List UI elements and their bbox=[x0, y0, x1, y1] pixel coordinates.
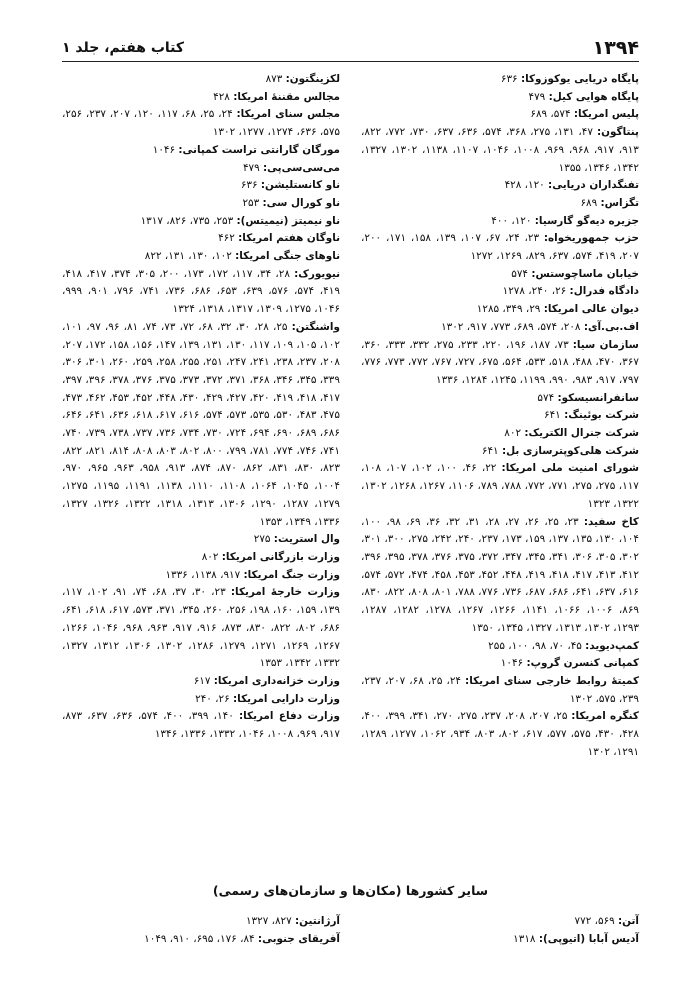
index-term: دیوان عالی امریکا: bbox=[543, 303, 639, 316]
index-term: خیابان ماساچوستس: bbox=[531, 267, 639, 280]
index-term: کمیتهٔ روابط خارجی سنای امریکا: bbox=[465, 674, 639, 687]
index-term: شرکت بوئینگ: bbox=[564, 409, 639, 422]
index-term: مجلس سنای امریکا: bbox=[236, 108, 340, 121]
index-entry bbox=[361, 230, 639, 265]
index-term: آرژانتین: bbox=[295, 915, 340, 927]
index-page-refs: ۲۳، ۲۵، ۲۶، ۲۷، ۲۸، ۳۱، ۳۲، ۳۶، ۶۹، ۹۸، ۱۰۰، ۱۰۴، ۱۳۰، ۱۳۵، ۱۳۷، ۱۵۹، ۱۷۳، ۲۳۷، ۲۴۰، ۲۴۲، ۲۷۵، ۳۰۰، ۳۰۱، ۳۰۲، ۳۰۵، ۳۰۶، ۳۴۱، ۳۴۵، ۳۴۷، ۳۷۲، ۳۷۵، ۳۷۶، ۳۷۸، ۳۹۵، ۳۹۶، ۴۱۲، ۴۱۳، ۴۱۷، ۴۱۸، ۴۱۹، ۴۴۸، ۴۵۲، ۴۵۳، ۴۵۸، ۴۷۴، ۵۷۲، ۵۷۴، ۶۱۶، ۶۳۷، ۶۴۱، ۶۸۶، ۶۸۷، ۷۳۶، ۷۷۶، ۷۸۸، ۸۰۱، ۸۰۸، ۸۲۲، ۸۳۰، ۸۶۹، ۱۰۰۶، ۱۰۶۶، ۱۱۴۱، ۱۲۶۶، ۱۲۶۷، ۱۲۷۸، ۱۲۸۲، ۱۲۸۷، ۱۲۹۳، ۱۳۰۲، ۱۳۱۳، ۱۳۲۷، ۱۳۴۵، ۱۳۵۰ bbox=[361, 515, 639, 634]
index-term: شرکت جنرال الکتریک: bbox=[524, 427, 639, 440]
index-entry bbox=[361, 337, 639, 390]
index-entry bbox=[361, 460, 639, 513]
index-page-refs: ۲۲، ۴۶، ۱۰۰، ۱۰۲، ۱۰۷، ۱۰۸، ۱۱۷، ۲۷۵، ۲۷۵، ۷۷۱، ۷۷۲، ۷۸۸، ۷۸۹، ۱۱۰۶، ۱۲۶۷، ۱۲۶۸، ۱۳۰۲، ۱۳۲۲، ۱۳۲۳ bbox=[361, 462, 639, 510]
index-entry bbox=[361, 266, 639, 284]
index-term: کنگره امریکا: bbox=[571, 710, 639, 723]
index-entry bbox=[62, 708, 340, 743]
page-header bbox=[62, 33, 639, 62]
index-page-refs: ۲۵۳، ۷۳۵، ۸۲۶، ۱۳۱۷ bbox=[140, 214, 234, 227]
index-page-refs: ۵۷۴ bbox=[537, 391, 555, 404]
index-page-refs: ۴۶۲ bbox=[218, 232, 235, 245]
index-page-refs: ۲۳، ۲۴، ۶۷، ۱۰۷، ۱۳۹، ۱۵۸، ۱۷۱، ۲۰۰، ۲۰۷، ۴۱۹، ۵۷۴، ۶۳۷، ۸۲۹، ۱۲۶۹، ۱۲۷۲ bbox=[361, 232, 639, 263]
index-page-refs: ۱۰۲، ۱۳۰، ۱۳۱، ۸۲۲ bbox=[144, 250, 232, 263]
index-page-refs: ۲۵، ۲۰۷، ۲۰۸، ۲۳۷، ۲۷۵، ۲۷۰، ۳۴۱، ۳۹۹، ۴۰۰، ۴۲۸، ۴۳۰، ۵۷۵، ۵۷۷، ۶۱۷، ۸۰۲، ۸۰۳، ۹۳۴، ۱۰۶۲، ۱۲۷۷، ۱۲۸۹، ۱۲۹۱، ۱۳۰۲ bbox=[361, 710, 639, 758]
index-term: ناو کورال سی: bbox=[262, 196, 340, 209]
index-term: دادگاه فدرال: bbox=[569, 285, 639, 298]
index-page-refs: ۵۷۴، ۶۸۹ bbox=[530, 108, 571, 121]
index-page-refs: ۱۲۰، ۴۲۸ bbox=[504, 179, 545, 192]
index-term: ناو کانستلیشن: bbox=[260, 179, 340, 192]
index-entry bbox=[62, 142, 340, 160]
index-columns bbox=[62, 71, 639, 831]
index-entry bbox=[361, 913, 639, 931]
index-page-refs: ۷۳، ۱۸۷، ۱۹۶، ۲۲۰، ۲۳۳، ۲۷۵، ۳۳۲، ۳۳۳، ۳۶۰، ۳۶۷، ۴۷۰، ۴۸۸، ۵۱۸، ۵۳۳، ۵۶۴، ۶۷۵، ۷۲۷، ۷۶۷، ۷۷۲، ۷۷۳، ۷۷۶، ۷۹۷، ۹۱۷، ۹۸۳، ۹۹۰، ۱۱۹۹، ۱۲۴۵، ۱۲۸۴، ۱۳۳۶ bbox=[361, 338, 639, 386]
index-term: کمپانی کنسرن گروپ: bbox=[526, 657, 639, 670]
index-term: واشنگتن: bbox=[291, 320, 340, 333]
index-page-refs: ۲۴، ۲۵، ۶۸، ۱۱۷، ۱۲۰، ۲۰۷، ۲۳۷، ۲۵۶، ۵۷۵، ۶۳۶، ۱۲۷۴، ۱۲۷۷، ۱۳۰۲ bbox=[62, 108, 340, 139]
index-page-refs: ۸۰۲ bbox=[201, 550, 219, 563]
index-page-refs: ۶۳۶ bbox=[240, 179, 258, 192]
index-page-refs: ۲۴، ۲۵، ۶۸، ۲۰۷، ۲۳۷، ۲۳۹، ۵۷۵، ۱۳۰۲ bbox=[361, 674, 639, 705]
index-term: وزارت خزانه‌داری امریکا: bbox=[213, 674, 340, 687]
index-term: وزارت بازرگانی امریکا: bbox=[221, 550, 340, 563]
index-page-refs: ۴۲۸ bbox=[213, 90, 230, 103]
index-term: وزارت دفاع امریکا: bbox=[238, 710, 340, 723]
index-page-refs: ۲۸، ۳۴، ۱۱۷، ۱۷۲، ۱۷۳، ۲۰۰، ۳۰۵، ۳۷۴، ۴۱۷، ۴۱۸، ۴۱۹، ۵۷۴، ۵۷۶، ۶۳۹، ۶۵۳، ۶۸۶، ۷۳۶، ۷۴۱، ۷۹۶، ۹۰۱، ۹۹۹، ۱۰۴۶، ۱۲۷۵، ۱۳۰۹، ۱۳۱۷، ۱۳۱۸، ۱۳۲۴ bbox=[62, 267, 340, 316]
index-term: می‌سی‌سی‌پی: bbox=[263, 161, 340, 174]
index-term: حزب جمهوریخواه: bbox=[543, 232, 639, 245]
index-entry bbox=[361, 708, 639, 761]
index-entry bbox=[361, 407, 639, 425]
index-page-refs: ۲۹، ۳۴۹، ۱۲۸۵ bbox=[476, 303, 541, 316]
index-term: مجالس مقننهٔ امریکا: bbox=[233, 90, 340, 103]
index-term: وزارت دارایی امریکا: bbox=[233, 692, 340, 705]
index-page-refs: ۴۷، ۱۳۱، ۲۷۵، ۳۶۸، ۵۷۴، ۶۳۶، ۶۳۷، ۷۳۰، ۷۷۲، ۸۲۲، ۹۱۳، ۹۱۷، ۹۶۸، ۹۶۹، ۱۰۰۸، ۱۰۴۶، ۱۱۰۷، ۱۱۳۸، ۱۳۰۲، ۱۳۲۷، ۱۳۴۲، ۱۳۴۶، ۱۳۵۵ bbox=[361, 126, 639, 174]
index-page-refs: ۵۶۹، ۷۷۲ bbox=[574, 915, 615, 927]
index-page-refs: ۱۰۴۶ bbox=[500, 657, 524, 670]
index-entry bbox=[62, 160, 340, 178]
index-term: تگزاس: bbox=[600, 196, 639, 209]
index-page-refs: ۸۷۳ bbox=[265, 73, 283, 85]
index-page-refs: ۴۷۹ bbox=[242, 161, 260, 174]
index-entry bbox=[361, 177, 639, 195]
index-page-refs: ۲۰۸، ۵۷۴، ۶۸۹، ۷۷۳، ۹۱۷، ۱۳۰۲ bbox=[441, 320, 581, 333]
other-section-column-right bbox=[361, 913, 639, 948]
index-term: سانفرانسیسکو: bbox=[557, 391, 639, 404]
index-page-refs: ۵۷۴ bbox=[511, 267, 528, 280]
index-term: لکزینگتون: bbox=[285, 73, 340, 85]
index-term: نیویورک: bbox=[294, 267, 340, 280]
index-page-refs: ۴۵، ۷۰، ۹۸، ۱۰۰، ۲۵۵ bbox=[488, 639, 582, 652]
index-term: ناو نیمیتز (نیمیتس): bbox=[236, 214, 340, 227]
index-page-refs: ۸۴، ۱۷۶، ۶۹۵، ۹۱۰، ۱۰۴۹ bbox=[144, 932, 255, 945]
running-title: کتاب هفتم، جلد ۱ bbox=[62, 40, 185, 56]
index-entry bbox=[361, 655, 639, 673]
index-entry bbox=[62, 213, 340, 231]
index-entry bbox=[361, 638, 639, 656]
index-page-refs: ۲۵، ۲۸، ۳۰، ۳۲، ۶۸، ۷۲، ۷۳، ۷۴، ۸۱، ۹۶، ۹۷، ۱۰۱، ۱۰۲، ۱۰۵، ۱۰۹، ۱۱۷، ۱۳۰، ۱۳۱، ۱۳۹، ۱۴۷، ۱۵۶، ۱۵۸، ۱۷۲، ۲۰۷، ۲۰۸، ۲۳۷، ۲۳۸، ۲۴۱، ۲۴۷، ۲۵۱، ۲۵۵، ۲۵۸، ۲۵۹، ۲۶۰، ۳۰۱، ۳۰۶، ۳۳۹، ۳۴۵، ۳۴۶، ۳۶۸، ۳۷۱، ۳۷۲، ۳۷۳، ۳۷۵، ۳۷۶، ۳۷۸، ۳۹۶، ۳۹۷، ۴۱۷، ۴۱۸، ۴۱۹، ۴۲۰، ۴۲۷، ۴۲۹، ۴۳۰، ۴۴۸، ۴۵۲، ۴۵۳، ۴۶۲، ۴۷۳، ۴۷۵، ۴۸۳، ۵۳۰، ۵۳۵، ۵۷۳، ۵۷۴، ۶۱۶، ۶۱۷، ۶۱۸، ۶۳۶، ۶۴۱، ۶۴۶، ۶۸۶، ۶۸۹، ۶۹۰، ۶۹۴، ۷۲۴، ۷۳۰، ۷۳۴، ۷۳۶، ۷۳۷، ۷۳۸، ۷۳۹، ۷۴۰، ۷۴۱، ۷۴۶، ۷۷۴، ۷۸۱، ۷۹۹، ۸۰۰، ۸۰۲، ۸۰۳، ۸۰۸، ۸۱۴، ۸۲۱، ۸۲۲، ۸۲۳، ۸۳۰، ۸۳۱، ۸۶۲، ۸۷۰، ۸۷۴، ۹۱۳، ۹۵۸، ۹۶۳، ۹۶۵، ۹۷۰، ۱۰۰۴، ۱۰۴۵، ۱۰۶۴، ۱۱۰۸، ۱۱۱۰، ۱۱۳۸، ۱۱۹۱، ۱۱۹۵، ۱۲۷۵، ۱۲۷۹، ۱۲۸۷، ۱۲۹۰، ۱۳۰۶، ۱۳۱۳، ۱۳۱۸، ۱۳۲۲، ۱۳۲۶، ۱۳۲۷، ۱۳۳۶، ۱۳۴۹، ۱۳۵۳ bbox=[62, 320, 340, 528]
index-page-refs: ۲۶، ۲۴۰، ۱۲۷۸ bbox=[502, 285, 567, 298]
index-entry bbox=[62, 913, 340, 931]
index-entry bbox=[62, 584, 340, 673]
index-term: سازمان سیا: bbox=[572, 338, 639, 351]
index-entry bbox=[62, 248, 340, 266]
index-entry bbox=[361, 213, 639, 231]
index-entry bbox=[361, 89, 639, 107]
index-page-refs: ۶۴۱ bbox=[544, 409, 561, 422]
index-page-refs: ۶۴۱ bbox=[481, 444, 499, 457]
index-page-refs: ۱۳۱۸ bbox=[513, 932, 536, 945]
index-term: کاخ سفید: bbox=[583, 515, 639, 528]
index-entry bbox=[361, 673, 639, 708]
index-entry bbox=[62, 177, 340, 195]
index-entry bbox=[62, 319, 340, 531]
index-entry bbox=[62, 230, 340, 248]
index-term: ناوگان هفتم امریکا: bbox=[238, 232, 340, 245]
index-page-refs: ۸۰۲ bbox=[504, 427, 522, 440]
index-entry bbox=[361, 301, 639, 319]
index-entry bbox=[62, 71, 340, 89]
index-term: پنتاگون: bbox=[597, 126, 639, 139]
section-title: سایر کشورها (مکان‌ها و سازمان‌های رسمی) bbox=[212, 883, 489, 898]
index-entry bbox=[62, 691, 340, 709]
index-page-refs: ۶۱۷ bbox=[193, 674, 211, 687]
index-page-refs: ۲۶، ۲۴۰ bbox=[195, 692, 230, 705]
index-column-right bbox=[361, 71, 639, 831]
index-term: پایگاه دریایی یوکوزوکا: bbox=[520, 73, 639, 85]
index-term: کمپ‌دیوید: bbox=[585, 639, 639, 652]
other-section-column-left bbox=[62, 913, 340, 948]
index-term: وال استریت: bbox=[273, 533, 340, 546]
index-term: مورگان گارانتی تراست کمپانی: bbox=[178, 143, 340, 156]
index-entry bbox=[361, 443, 639, 461]
index-entry bbox=[361, 319, 639, 337]
index-page-refs: ۴۷۹ bbox=[528, 90, 546, 103]
index-term: وزارت جنگ امریکا: bbox=[243, 568, 340, 581]
index-term: پایگاه هوایی کیل: bbox=[548, 90, 639, 103]
index-term: آدیس آبابا (اتیوپی): bbox=[538, 932, 639, 945]
index-entry bbox=[62, 567, 340, 585]
index-term: شورای امنیت ملی امریکا: bbox=[501, 462, 639, 475]
index-entry bbox=[361, 195, 639, 213]
index-page-refs: ۹۱۷، ۱۱۳۸، ۱۳۳۶ bbox=[165, 568, 241, 581]
index-page-refs: ۲۵۳ bbox=[242, 196, 260, 209]
index-entry bbox=[361, 425, 639, 443]
index-page-refs: ۸۲۷، ۱۳۲۷ bbox=[245, 915, 292, 927]
other-section-columns bbox=[62, 913, 639, 948]
index-entry bbox=[361, 71, 639, 89]
index-entry bbox=[62, 195, 340, 213]
index-entry bbox=[62, 266, 340, 319]
index-entry bbox=[361, 390, 639, 408]
index-term: جزیره دیه‌گو گارسیا: bbox=[534, 214, 639, 227]
index-page-refs: ۶۳۶ bbox=[500, 73, 518, 85]
index-term: وزارت خارجهٔ امریکا: bbox=[230, 586, 340, 599]
index-term: آتن: bbox=[618, 915, 639, 927]
index-term: پلیس امریکا: bbox=[573, 108, 639, 121]
index-term: تفنگداران دریایی: bbox=[548, 179, 639, 192]
index-entry bbox=[62, 931, 340, 949]
index-entry bbox=[361, 283, 639, 301]
index-entry bbox=[361, 931, 639, 949]
index-entry bbox=[62, 106, 340, 141]
index-term: شرکت هلی‌کوپترسازی بل: bbox=[501, 444, 639, 457]
index-term: اف.بی.آی: bbox=[583, 320, 639, 333]
index-page-refs: ۶۸۹ bbox=[580, 196, 598, 209]
index-term: آفریقای جنوبی: bbox=[257, 932, 340, 945]
index-entry bbox=[62, 89, 340, 107]
index-page-refs: ۲۷۵ bbox=[253, 533, 271, 546]
index-entry bbox=[62, 531, 340, 549]
index-entry bbox=[361, 514, 639, 638]
index-page-refs: ۱۴۰، ۳۹۹، ۴۰۰، ۵۷۴، ۶۳۶، ۶۳۷، ۸۷۳، ۹۱۷، ۹۶۹، ۱۰۰۸، ۱۰۴۶، ۱۳۳۲، ۱۳۳۶، ۱۳۴۶ bbox=[62, 710, 340, 741]
index-page-refs: ۲۳، ۳۰، ۳۷، ۶۸، ۷۴، ۹۱، ۱۰۲، ۱۱۷، ۱۳۹، ۱۵۹، ۱۶۰، ۱۹۸، ۲۵۶، ۲۶۰، ۳۴۵، ۳۷۱، ۵۷۳، ۶۱۷، ۶۱۸، ۶۴۱، ۶۸۶، ۸۰۲، ۸۲۲، ۸۳۰، ۸۷۳، ۹۱۶، ۹۱۷، ۹۶۳، ۹۶۸، ۱۰۴۶، ۱۲۶۶، ۱۲۶۷، ۱۲۶۹، ۱۲۷۱، ۱۲۷۹، ۱۲۸۶، ۱۳۰۲، ۱۳۰۶، ۱۳۱۲، ۱۳۲۷، ۱۳۳۲، ۱۳۴۲، ۱۳۵۳ bbox=[62, 586, 340, 670]
index-column-left bbox=[62, 71, 340, 831]
page-number: ۱۳۹۴ bbox=[592, 37, 639, 59]
index-entry bbox=[361, 106, 639, 124]
index-entry bbox=[62, 673, 340, 691]
index-entry bbox=[361, 124, 639, 177]
index-entry bbox=[62, 549, 340, 567]
index-page-refs: ۱۲۰، ۴۰۰ bbox=[491, 214, 532, 227]
index-term: ناوهای جنگی امریکا: bbox=[235, 250, 340, 263]
index-page-refs: ۱۰۴۶ bbox=[152, 143, 176, 156]
